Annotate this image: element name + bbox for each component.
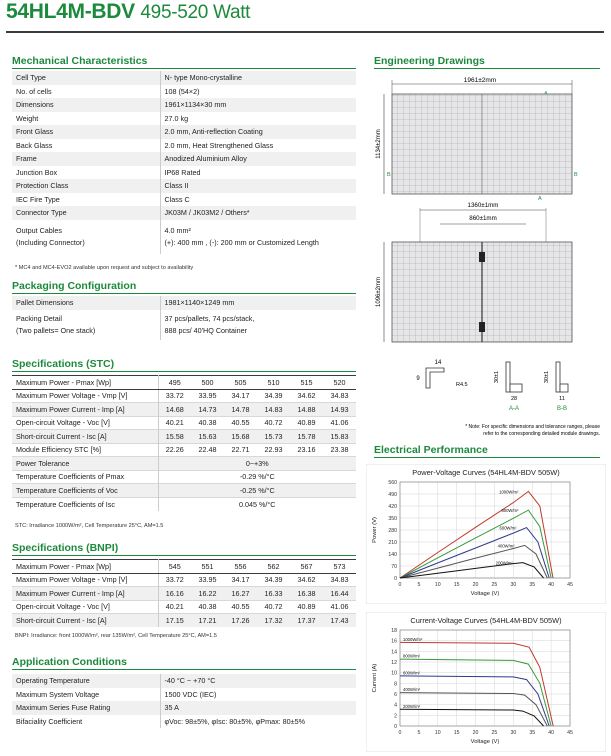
row-value: 15.63 xyxy=(191,430,224,444)
chart-title: Current-Voltage Curves (54HL4M-BDV 505W) xyxy=(410,616,562,625)
chart-title: Power-Voltage Curves (54HL4M-BDV 505W) xyxy=(412,468,560,477)
series-label: 800W/m² xyxy=(501,508,519,514)
dim-r45: R4.5 xyxy=(456,382,468,388)
junction-box-bottom xyxy=(479,322,485,332)
y-tick-label: 6 xyxy=(394,692,397,698)
application-table xyxy=(12,674,356,728)
row-value: 556 xyxy=(224,560,257,574)
y-tick-label: 490 xyxy=(388,492,397,498)
row-value: -40 °C ~ +70 °C xyxy=(160,674,356,688)
stc-row xyxy=(12,443,356,457)
row-value: 1961×1134×30 mm xyxy=(160,98,356,112)
series-label: 1000W/m² xyxy=(403,636,423,642)
y-tick-label: 210 xyxy=(388,540,397,546)
row-label: IEC Fire Type xyxy=(12,193,160,207)
row-value: 17.32 xyxy=(257,614,290,628)
bnpi-row xyxy=(12,614,356,628)
row-value: 40.55 xyxy=(224,600,257,614)
stc-merged-row xyxy=(12,497,356,511)
mechanical-row xyxy=(12,152,356,166)
row-label: Short-circuit Current - Isc [A] xyxy=(12,430,158,444)
row-value: 14.93 xyxy=(323,403,356,417)
x-tick-label: 25 xyxy=(491,582,498,588)
row-label: Dimensions xyxy=(12,98,160,112)
application-row xyxy=(12,688,356,702)
series-label: 400W/m² xyxy=(403,687,420,693)
row-value: 15.83 xyxy=(323,430,356,444)
power-range: 495-520 Watt xyxy=(140,2,251,23)
row-value: 14.83 xyxy=(257,403,290,417)
row-value: 14.73 xyxy=(191,403,224,417)
drawing-note-2: refer to the corresponding detailed module drawings. xyxy=(483,431,600,437)
row-value: 34.83 xyxy=(323,389,356,403)
row-value: 17.21 xyxy=(191,614,224,628)
row-value: 16.27 xyxy=(224,587,257,601)
y-tick-label: 70 xyxy=(391,564,397,570)
row-label: Weight xyxy=(12,112,160,126)
application-row xyxy=(12,701,356,715)
performance-heading: Electrical Performance xyxy=(374,444,600,458)
x-tick-label: 20 xyxy=(472,730,479,736)
packing-detail-label xyxy=(12,310,160,340)
y-tick-label: 140 xyxy=(388,552,397,558)
row-value: 520 xyxy=(323,376,356,390)
row-value: Class C xyxy=(160,193,356,207)
height-dim2-text: 1096±2mm xyxy=(376,277,382,307)
row-value: 34.83 xyxy=(323,573,356,587)
packaging-table xyxy=(12,296,356,340)
row-value: IP68 Rated xyxy=(160,166,356,180)
model-name: 54HL4M-BDV xyxy=(6,0,135,23)
row-label: Maximum Power - Pmax [Wp] xyxy=(12,560,158,574)
row-label: Short-circuit Current - Isc [A] xyxy=(12,614,158,628)
row-value: 16.33 xyxy=(257,587,290,601)
row-value: 34.62 xyxy=(290,389,323,403)
dim-30-a: 30±1 xyxy=(494,370,500,384)
pallet-dims-value: 1981×1140×1249 mm xyxy=(160,296,356,310)
row-label: Bifaciality Coefficient xyxy=(12,715,160,729)
dim-30-b: 30±1 xyxy=(544,370,550,384)
row-value: 34.39 xyxy=(257,573,290,587)
y-tick-label: 560 xyxy=(388,480,397,486)
y-tick-label: 14 xyxy=(391,649,397,656)
row-value: 15.73 xyxy=(257,430,290,444)
section-b-right: B xyxy=(574,172,578,178)
row-value: 16.44 xyxy=(323,587,356,601)
x-tick-label: 40 xyxy=(548,730,555,736)
section-bb-label: B-B xyxy=(556,406,568,412)
row-value: Anodized Aluminium Alloy xyxy=(160,152,356,166)
row-value: 40.38 xyxy=(191,600,224,614)
row-value: 40.21 xyxy=(158,416,191,430)
row-value: 15.58 xyxy=(158,430,191,444)
row-value: 22.48 xyxy=(191,443,224,457)
x-tick-label: 5 xyxy=(417,582,421,588)
row-value: 0.045 %/°C xyxy=(158,497,356,511)
y-tick-label: 16 xyxy=(391,638,397,645)
row-label: Frame xyxy=(12,152,160,166)
row-value: 40.72 xyxy=(257,416,290,430)
row-value: 14.78 xyxy=(224,403,257,417)
row-value: 35 A xyxy=(160,701,356,715)
stc-table xyxy=(12,375,356,511)
row-value: 34.17 xyxy=(224,389,257,403)
row-value: N- type Mono-crystalline xyxy=(160,71,356,85)
mechanical-row xyxy=(12,98,356,112)
x-tick-label: 10 xyxy=(434,730,441,736)
row-value: 15.78 xyxy=(290,430,323,444)
x-tick-label: 45 xyxy=(567,582,573,588)
stc-header-row xyxy=(12,376,356,390)
y-tick-label: 0 xyxy=(394,724,397,730)
dim-9: 9 xyxy=(416,376,420,382)
dim-28: 28 xyxy=(510,396,518,402)
series-label: 200W/m² xyxy=(495,560,513,566)
x-tick-label: 5 xyxy=(417,730,421,736)
mechanical-table xyxy=(12,71,356,220)
row-value: 17.15 xyxy=(158,614,191,628)
x-tick-label: 30 xyxy=(510,582,517,588)
x-tick-label: 0 xyxy=(398,730,402,736)
row-label: No. of cells xyxy=(12,85,160,99)
row-value: 33.95 xyxy=(191,389,224,403)
pallet-dims-label: Pallet Dimensions xyxy=(12,296,160,310)
mechanical-row xyxy=(12,139,356,153)
width-dim2-text: 1360±1mm xyxy=(467,202,499,209)
section-a-bottom: A xyxy=(538,196,542,202)
profile-bb-foot xyxy=(560,384,568,392)
dim-14: 14 xyxy=(434,360,442,366)
row-value: 34.39 xyxy=(257,389,290,403)
profile-bb xyxy=(556,362,560,392)
series-label: 600W/m² xyxy=(403,670,420,676)
output-value-line2: (+): 400 mm , (-): 200 mm or Customized Length xyxy=(164,238,319,247)
x-axis-label: Voltage (V) xyxy=(470,739,500,745)
mechanical-row xyxy=(12,71,356,85)
mechanical-heading: Mechanical Characteristics xyxy=(12,55,356,69)
row-value: 567 xyxy=(290,560,323,574)
x-tick-label: 35 xyxy=(529,730,536,736)
row-value: 41.06 xyxy=(323,600,356,614)
x-tick-label: 40 xyxy=(548,582,555,588)
y-tick-label: 12 xyxy=(391,660,397,666)
row-value: 14.68 xyxy=(158,403,191,417)
drawings-heading: Engineering Drawings xyxy=(374,55,600,69)
y-tick-label: 18 xyxy=(391,628,397,634)
width-dim-text: 1961±2mm xyxy=(463,77,497,84)
engineering-drawings xyxy=(368,72,604,444)
page-title xyxy=(6,0,250,24)
row-label: Protection Class xyxy=(12,179,160,193)
y-tick-label: 0 xyxy=(394,576,397,582)
mechanical-row xyxy=(12,179,356,193)
row-label: Maximum Power Current - Imp [A] xyxy=(12,587,158,601)
row-value: 40.38 xyxy=(191,416,224,430)
row-value: 2.0 mm, Anti-reflection Coating xyxy=(160,125,356,139)
row-value: 33.72 xyxy=(158,573,191,587)
current-voltage-chart xyxy=(366,612,606,752)
output-cables-table xyxy=(12,220,356,254)
stc-row xyxy=(12,430,356,444)
row-value: 16.38 xyxy=(290,587,323,601)
x-tick-label: 45 xyxy=(567,730,573,736)
row-value: 40.21 xyxy=(158,600,191,614)
output-cables-value xyxy=(160,220,356,254)
row-label: Maximum Power Current - Imp [A] xyxy=(12,403,158,417)
y-tick-label: 420 xyxy=(388,504,397,510)
y-tick-label: 350 xyxy=(388,516,397,522)
x-axis-label: Voltage (V) xyxy=(470,591,500,597)
row-value: 500 xyxy=(191,376,224,390)
row-value: 40.89 xyxy=(290,416,323,430)
mechanical-row xyxy=(12,125,356,139)
packing-value-line2: 888 pcs/ 40'HQ Container xyxy=(164,325,247,335)
mechanical-row xyxy=(12,193,356,207)
series-label: 800W/m² xyxy=(403,653,420,659)
junction-box-top xyxy=(479,252,485,262)
stc-heading: Specifications (STC) xyxy=(12,358,356,372)
stc-row xyxy=(12,389,356,403)
y-tick-label: 10 xyxy=(391,670,397,677)
application-heading: Application Conditions xyxy=(12,656,356,670)
row-label: Maximum Series Fuse Rating xyxy=(12,701,160,715)
height-dim-text: 1134±2mm xyxy=(376,129,382,159)
packaging-heading: Packaging Configuration xyxy=(12,280,356,294)
row-value: 40.55 xyxy=(224,416,257,430)
x-tick-label: 35 xyxy=(529,582,536,588)
profile-aa xyxy=(506,362,510,392)
row-value: -0.29 %/°C xyxy=(158,470,356,484)
row-value: 510 xyxy=(257,376,290,390)
row-label: Maximum Power Voltage - Vmp [V] xyxy=(12,389,158,403)
row-value: -0.25 %/°C xyxy=(158,484,356,498)
row-value: 573 xyxy=(323,560,356,574)
row-value: 40.72 xyxy=(257,600,290,614)
x-tick-label: 0 xyxy=(398,582,402,588)
mechanical-row xyxy=(12,112,356,126)
mechanical-note: * MC4 and MC4-EVO2 available upon request and subject to availability xyxy=(15,265,194,271)
y-tick-label: 8 xyxy=(394,681,397,688)
x-tick-label: 25 xyxy=(491,730,498,736)
row-value: 22.71 xyxy=(224,443,257,457)
frame-profile xyxy=(426,368,444,388)
stc-note: STC: Irradiance 1000W/m², Cell Temperature 25°C, AM=1.5 xyxy=(15,523,164,529)
row-value: 2.0 mm, Heat Strengthened Glass xyxy=(160,139,356,153)
series-label: 600W/m² xyxy=(499,525,517,531)
series-label: 200W/m² xyxy=(403,703,420,709)
mechanical-row xyxy=(12,85,356,99)
row-label: Power Tolerance xyxy=(12,457,158,471)
y-tick-label: 2 xyxy=(394,713,397,720)
bnpi-row xyxy=(12,587,356,601)
packing-value-line1: 37 pcs/pallets, 74 pcs/stack, xyxy=(164,313,255,323)
row-label: Maximum System Voltage xyxy=(12,688,160,702)
output-cables-label xyxy=(12,220,160,254)
row-value: 23.38 xyxy=(323,443,356,457)
application-row xyxy=(12,715,356,729)
dim-11: 11 xyxy=(559,396,565,402)
row-value: φVoc: 98±5%, φIsc: 80±5%, φPmax: 80±5% xyxy=(160,715,356,729)
bnpi-note: BNPI: Irradiance: front 1000W/m², rear 135W/m², Cell Temperature 25°C, AM=1.5 xyxy=(15,633,217,639)
row-label: Temperature Coefficients of Pmax xyxy=(12,470,158,484)
y-tick-label: 280 xyxy=(388,528,397,534)
row-value: 0~+3% xyxy=(158,457,356,471)
x-tick-label: 15 xyxy=(453,730,460,736)
row-value: 515 xyxy=(290,376,323,390)
row-value: 108 (54×2) xyxy=(160,85,356,99)
row-label: Temperature Coefficients of Isc xyxy=(12,497,158,511)
row-value: 23.16 xyxy=(290,443,323,457)
row-label: Maximum Power Voltage - Vmp [V] xyxy=(12,573,158,587)
row-value: Class II xyxy=(160,179,356,193)
mechanical-row xyxy=(12,166,356,180)
row-value: 40.89 xyxy=(290,600,323,614)
stc-row xyxy=(12,403,356,417)
bnpi-table xyxy=(12,559,356,627)
row-label: Maximum Power - Pmax [Wp] xyxy=(12,376,158,390)
row-value: 16.16 xyxy=(158,587,191,601)
x-tick-label: 15 xyxy=(453,582,460,588)
row-value: 495 xyxy=(158,376,191,390)
row-value: 505 xyxy=(224,376,257,390)
output-label-line2: (Including Connector) xyxy=(16,238,85,247)
bnpi-row xyxy=(12,573,356,587)
power-voltage-chart xyxy=(366,464,606,604)
row-value: 551 xyxy=(191,560,224,574)
x-tick-label: 20 xyxy=(472,582,479,588)
row-value: 17.37 xyxy=(290,614,323,628)
bnpi-row xyxy=(12,600,356,614)
x-tick-label: 10 xyxy=(434,582,441,588)
section-b-left: B xyxy=(387,172,391,178)
row-value: 33.72 xyxy=(158,389,191,403)
series-label: 400W/m² xyxy=(497,543,515,549)
row-value: 33.95 xyxy=(191,573,224,587)
row-label: Connector Type xyxy=(12,206,160,220)
row-label: Back Glass xyxy=(12,139,160,153)
row-value: 34.17 xyxy=(224,573,257,587)
row-label: Open-circuit Voltage - Voc [V] xyxy=(12,600,158,614)
row-value: 562 xyxy=(257,560,290,574)
row-value: 14.88 xyxy=(290,403,323,417)
stc-row xyxy=(12,416,356,430)
row-value: 22.26 xyxy=(158,443,191,457)
row-value: 41.06 xyxy=(323,416,356,430)
packing-label-line1: Packing Detail xyxy=(16,313,62,323)
y-axis-label: Current (A) xyxy=(372,663,378,693)
row-value: 545 xyxy=(158,560,191,574)
stc-merged-row xyxy=(12,457,356,471)
row-value: 16.22 xyxy=(191,587,224,601)
inner-dim-text: 860±1mm xyxy=(469,215,497,222)
section-aa-label: A-A xyxy=(508,406,520,412)
row-label: Junction Box xyxy=(12,166,160,180)
row-label: Operating Temperature xyxy=(12,674,160,688)
profile-aa-foot xyxy=(510,384,522,392)
packing-label-line2: (Two pallets= One stack) xyxy=(16,325,96,335)
row-value: JK03M / JK03M2 / Others* xyxy=(160,206,356,220)
row-value: 15.68 xyxy=(224,430,257,444)
y-axis-label: Power (V) xyxy=(372,517,378,543)
stc-merged-row xyxy=(12,470,356,484)
row-value: 1500 VDC (IEC) xyxy=(160,688,356,702)
packing-detail-value xyxy=(160,310,356,340)
row-value: 27.0 kg xyxy=(160,112,356,126)
bnpi-heading: Specifications (BNPI) xyxy=(12,542,356,556)
row-label: Front Glass xyxy=(12,125,160,139)
row-value: 22.93 xyxy=(257,443,290,457)
output-value-line1: 4.0 mm² xyxy=(164,226,191,235)
application-row xyxy=(12,674,356,688)
bnpi-header-row xyxy=(12,560,356,574)
row-label: Module Efficiency STC [%] xyxy=(12,443,158,457)
drawing-note-1: * Note: For specific dimensions and tolerance ranges, please xyxy=(465,424,600,430)
output-label-line1: Output Cables xyxy=(16,226,62,235)
stc-merged-row xyxy=(12,484,356,498)
row-value: 17.43 xyxy=(323,614,356,628)
row-label: Open-circuit Voltage - Voc [V] xyxy=(12,416,158,430)
row-value: 17.26 xyxy=(224,614,257,628)
row-label: Temperature Coefficients of Voc xyxy=(12,484,158,498)
y-tick-label: 4 xyxy=(394,702,397,709)
header-rule xyxy=(6,31,604,33)
row-value: 34.62 xyxy=(290,573,323,587)
mechanical-row xyxy=(12,206,356,220)
x-tick-label: 30 xyxy=(510,730,517,736)
series-label: 1000W/m² xyxy=(499,489,519,495)
row-label: Cell Type xyxy=(12,71,160,85)
